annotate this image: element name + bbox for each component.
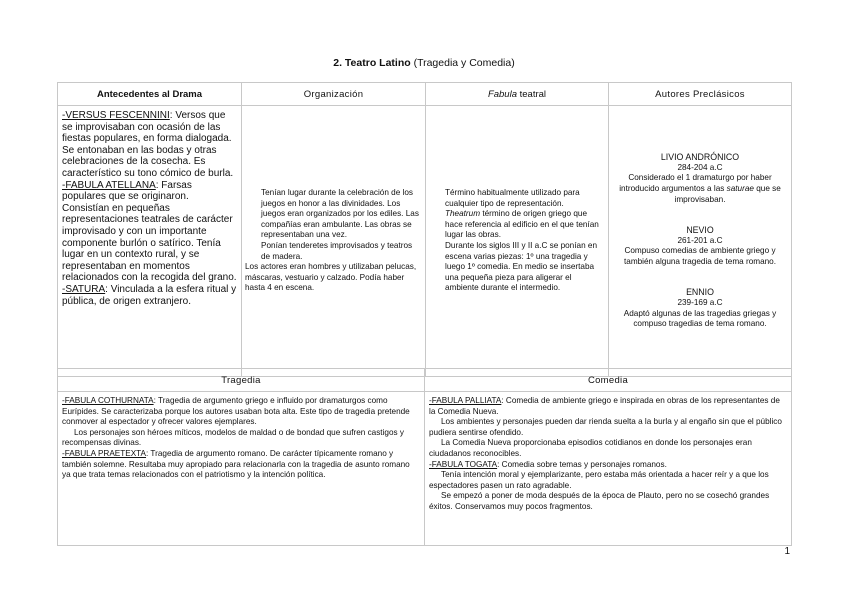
nevio-dates: 261-201 a.C — [677, 235, 723, 245]
fabula-cell — [426, 106, 609, 377]
organizacion-p1: Tenían lugar durante la celebración de los juegos en honor a las divinidades. Los juegos eran organizados por los ediles. Las compañías eran ambulante. Las obras se representaban una vez. — [261, 188, 419, 240]
togata-p2: Tenía intención moral y ejemplarizante, pero estaba más orientada a hacer reír y a que los espectadores pasen un rato agradable. — [429, 470, 769, 490]
tragedia-cell — [58, 392, 425, 546]
satura-text: : Vinculada a la esfera ritual y pública, de origen extranjero. — [62, 283, 237, 307]
page-title: 2. Teatro Latino (Tragedia y Comedia) — [333, 57, 515, 69]
nevio-name: NEVIO — [686, 225, 714, 236]
cothurnata-p2: Los personajes son héroes míticos, modelos de maldad o de bondad que sufren castigos y recompensas divinas. — [62, 427, 404, 448]
ennio-dates: 239-169 a.C — [677, 298, 723, 308]
ennio-text: Adaptó algunas de las tragedias griegas y compuso tragedias de tema romano. — [623, 308, 777, 329]
satura-term: -SATURA — [62, 283, 106, 295]
praetexta-term: -FABULA PRAETEXTA — [62, 448, 147, 458]
cothurnata-block: -FABULA COTHURNATA: Tragedia de argumento griego e influido por dramaturgos como Eurípides. Se caracterizaba porque los autores usaban bota alta. Este tipo de tragedia pretende conmover al espectador y ofrecer valores ejemplares. — [62, 396, 410, 427]
fabula-p1: Término habitualmente utilizado para cualquier tipo de representación. — [445, 188, 580, 208]
palliata-term: -FABULA PALLIATA — [429, 396, 502, 405]
ennio-name: ENNIO — [686, 287, 714, 298]
tragedia-comedia-table — [57, 368, 792, 546]
nevio-text: Compuso comedias de ambiente griego y también alguna tragedia de tema romano. — [623, 246, 777, 266]
organizacion-p2: Ponían tenderetes improvisados y teatros de madera. — [261, 241, 413, 261]
header-antecedentes: Antecedentes al Drama — [58, 83, 242, 106]
togata-term: -FABULA TOGATA — [429, 459, 498, 469]
antecedentes-cell — [58, 106, 242, 377]
versus-text: : Versos que se improvisaban con ocasión de las fiestas populares, en forma dialogada. Se entonaban en las bodas y otras celebraciones de la cosecha. Es característico su tono cómico de burla. — [62, 110, 234, 179]
header-comedia: Comedia — [425, 369, 792, 392]
palliata-p3: La Comedia Nueva proporcionaba episodios cotidianos en donde los personajes eran ciudadanos reconocibles. — [429, 438, 752, 458]
fabula-p2: Theatrum término de origen griego que hace referencia al edificio en el que tenían lugar las obras. — [445, 209, 599, 240]
livio-dates: 284-204 a.C — [677, 162, 723, 172]
palliata-block: -FABULA PALLIATA: Comedia de ambiente griego e inspirada en obras de los representantes de la Comedia Nueva. — [429, 396, 780, 416]
palliata-p2: Los ambientes y personajes pueden dar rienda suelta a la burla y al engaño sin que el público pudiera sentirse ofendido. — [429, 417, 782, 437]
fabula-p3: Durante los siglos III y II a.C se ponían en escena varias piezas: 1º una tragedia y luego 1º comedia. En medio se insertaba una pequeña pieza para aligerar el ambiente durante el intermedio. — [445, 241, 598, 293]
header-fabula: Fabula teatral — [426, 83, 609, 106]
togata-p3: Se empezó a poner de moda después de la época de Plauto, pero no se cosechó grandes éxitos. Conservamos muy pocos fragmentos. — [429, 491, 770, 511]
atellana-term: -FABULA ATELLANA — [62, 179, 156, 191]
organizacion-p3: Los actores eran hombres y utilizaban pelucas, máscaras, vestuario y calzado. Podía haber hasta 4 en escena. — [245, 262, 417, 293]
atellana-text: : Farsas populares que se originaron. Consistían en pequeñas representaciones teatrales de carácter improvisado y con un importante componente burlón o satírico. Tenía lugar en un contexto rural, y se representaban en momentos relacionados con la recogida del grano. — [62, 179, 237, 284]
drama-overview-table — [57, 82, 792, 377]
cothurnata-term: -FABULA COTHURNATA — [62, 396, 154, 405]
comedia-cell — [425, 392, 792, 546]
livio-text: Considerado el 1 dramaturgo por haber introducido argumentos a las saturae que se improvisaban. — [619, 173, 781, 204]
versus-term: -VERSUS FESCENNINI — [62, 110, 170, 121]
header-tragedia: Tragedia — [58, 369, 425, 392]
praetexta-block: -FABULA PRAETEXTA: Tragedia de argumento romano. De carácter típicamente romano y también solemne. Resultaba muy apropiado para relacionarla con la tragedia de asunto romano ya que trata temas relacionados con el patriotismo y la intención política. — [62, 448, 410, 480]
autores-cell — [609, 106, 792, 377]
livio-name: LIVIO ANDRÓNICO — [660, 152, 740, 163]
header-autores: Autores Preclásicos — [609, 83, 792, 106]
togata-block: -FABULA TOGATA: Comedia sobre temas y personajes romanos. — [429, 459, 667, 469]
page-number: 1 — [784, 546, 790, 557]
organizacion-cell — [242, 106, 426, 377]
header-organizacion: Organización — [242, 83, 426, 106]
